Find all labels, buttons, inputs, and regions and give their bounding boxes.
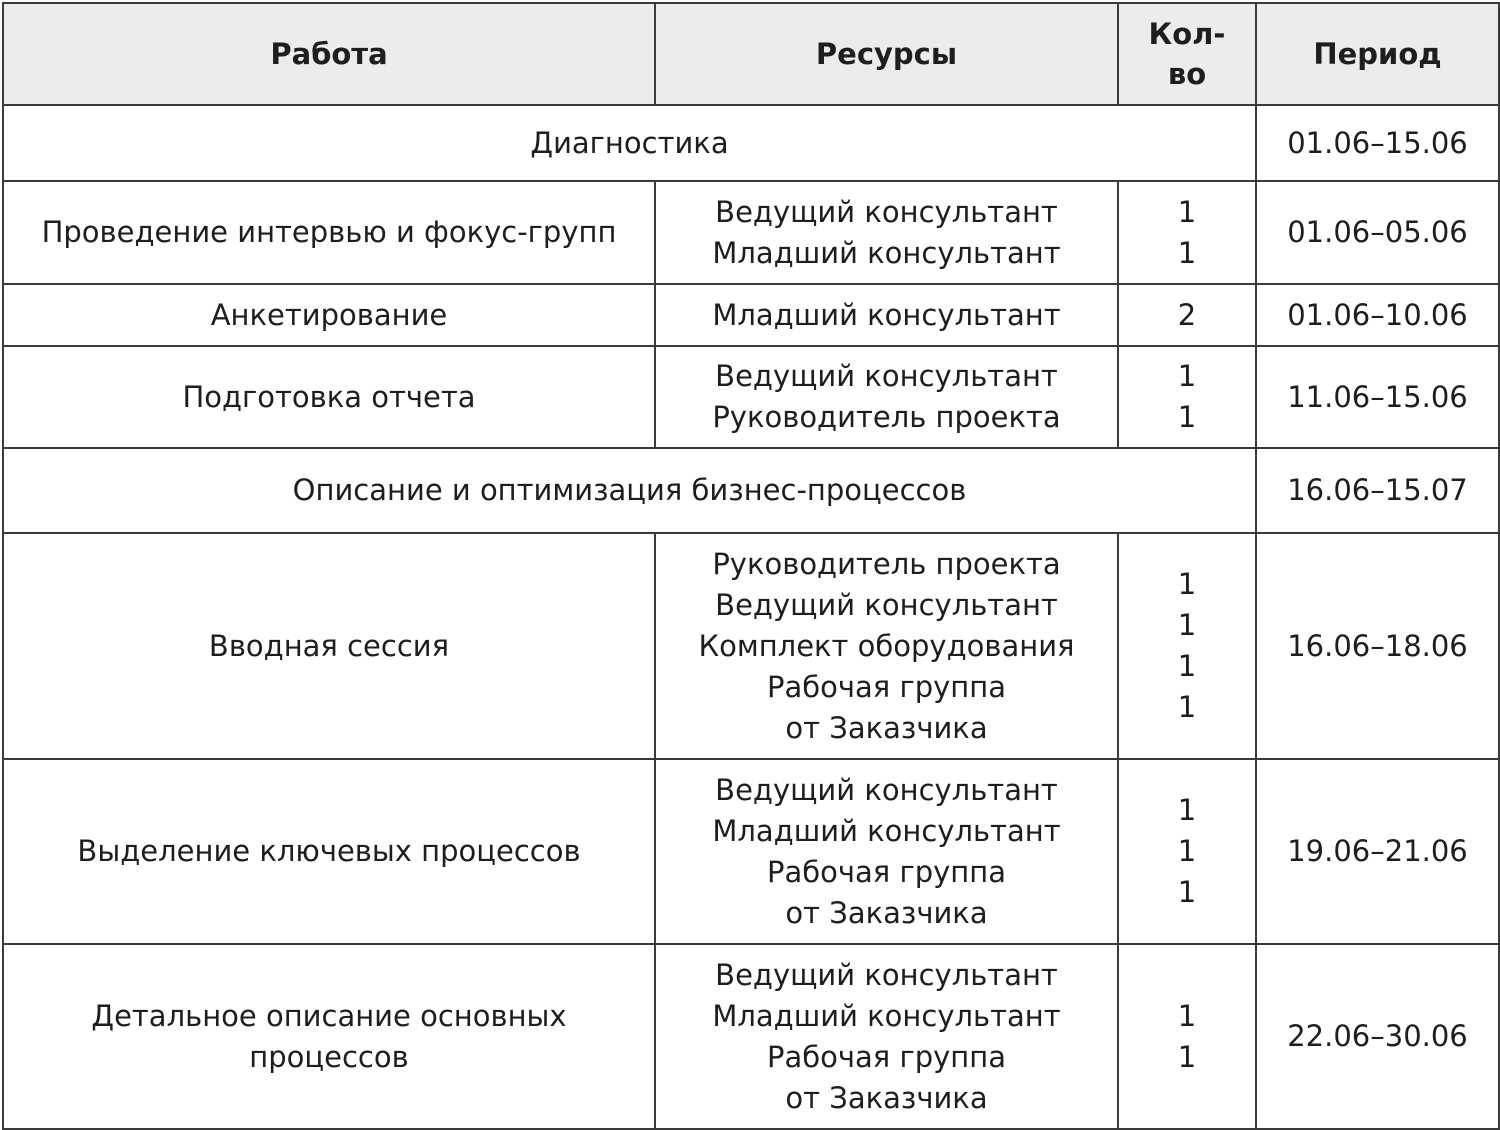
qty-item: 1 [1177, 875, 1197, 909]
period-cell: 22.06–30.06 [1256, 944, 1499, 1129]
qty-item: 1 [1177, 608, 1197, 642]
work-cell: Выделение ключевых процессов [3, 759, 655, 944]
qty-item: 2 [1177, 297, 1197, 332]
resource-item: Младший консультант [712, 998, 1061, 1033]
header-period: Период [1256, 3, 1499, 105]
resources-cell [655, 284, 1118, 346]
qty-cell [1118, 284, 1256, 346]
qty-cell [1118, 944, 1256, 1129]
period-cell: 01.06–10.06 [1256, 284, 1499, 346]
qty-item: 1 [1177, 834, 1197, 868]
period-cell: 16.06–15.07 [1256, 448, 1499, 533]
header-resources: Ресурсы [655, 3, 1118, 105]
header-row [3, 3, 1499, 105]
section-title: Описание и оптимизация бизнес-процессов [3, 448, 1256, 533]
section-title: Диагностика [3, 105, 1256, 181]
qty-cell [1118, 346, 1256, 448]
qty-cell [1118, 533, 1256, 759]
resource-item: Младший консультант [712, 813, 1061, 848]
period-cell: 01.06–05.06 [1256, 181, 1499, 284]
qty-item: 1 [1177, 690, 1197, 724]
resource-item: Рабочая группа [767, 854, 1006, 889]
resources-cell [655, 759, 1118, 944]
resource-item: Ведущий консультант [715, 772, 1058, 807]
work-cell: Вводная сессия [3, 533, 655, 759]
resources-cell [655, 181, 1118, 284]
qty-item: 1 [1177, 1039, 1197, 1074]
resource-item: от Заказчика [785, 710, 988, 745]
header-qty-line1: Кол- [1148, 17, 1226, 51]
header-qty [1118, 3, 1256, 105]
qty-item: 1 [1177, 567, 1197, 601]
work-cell: Проведение интервью и фокус-групп [3, 181, 655, 284]
resource-item: Младший консультант [712, 297, 1061, 332]
resource-item: Руководитель проекта [712, 400, 1061, 434]
header-qty-line2: во [1167, 57, 1207, 91]
resource-item: Комплект оборудования [698, 628, 1075, 663]
qty-cell [1118, 759, 1256, 944]
header-work: Работа [3, 3, 655, 105]
table-row [3, 284, 1499, 346]
resource-item: Младший консультант [712, 235, 1061, 270]
work-cell: Анкетирование [3, 284, 655, 346]
work-cell: Подготовка отчета [3, 346, 655, 448]
resource-item: Ведущий консультант [715, 194, 1058, 229]
resource-item: от Заказчика [785, 895, 988, 930]
period-cell: 16.06–18.06 [1256, 533, 1499, 759]
table-row [3, 533, 1499, 759]
qty-item: 1 [1177, 400, 1197, 434]
resource-item: Руководитель проекта [712, 546, 1061, 581]
resources-cell [655, 944, 1118, 1129]
qty-cell [1118, 181, 1256, 284]
qty-item: 1 [1177, 998, 1197, 1033]
table-row [3, 346, 1499, 448]
resources-cell [655, 533, 1118, 759]
table-row [3, 944, 1499, 1129]
section-row [3, 105, 1499, 181]
resource-item: Ведущий консультант [715, 957, 1058, 992]
period-cell: 11.06–15.06 [1256, 346, 1499, 448]
qty-item: 1 [1177, 793, 1197, 827]
work-plan-table [2, 2, 1500, 1130]
period-cell: 01.06–15.06 [1256, 105, 1499, 181]
section-row [3, 448, 1499, 533]
qty-item: 1 [1177, 649, 1197, 683]
qty-item: 1 [1177, 194, 1197, 229]
resources-cell [655, 346, 1118, 448]
table-row [3, 181, 1499, 284]
work-cell: Детальное описание основных процессов [3, 944, 655, 1129]
table-row [3, 759, 1499, 944]
resource-item: Ведущий консультант [715, 359, 1058, 393]
resource-item: Рабочая группа [767, 669, 1006, 704]
qty-item: 1 [1177, 359, 1197, 393]
period-cell: 19.06–21.06 [1256, 759, 1499, 944]
qty-item: 1 [1177, 235, 1197, 270]
resource-item: от Заказчика [785, 1080, 988, 1115]
resource-item: Рабочая группа [767, 1039, 1006, 1074]
resource-item: Ведущий консультант [715, 587, 1058, 622]
